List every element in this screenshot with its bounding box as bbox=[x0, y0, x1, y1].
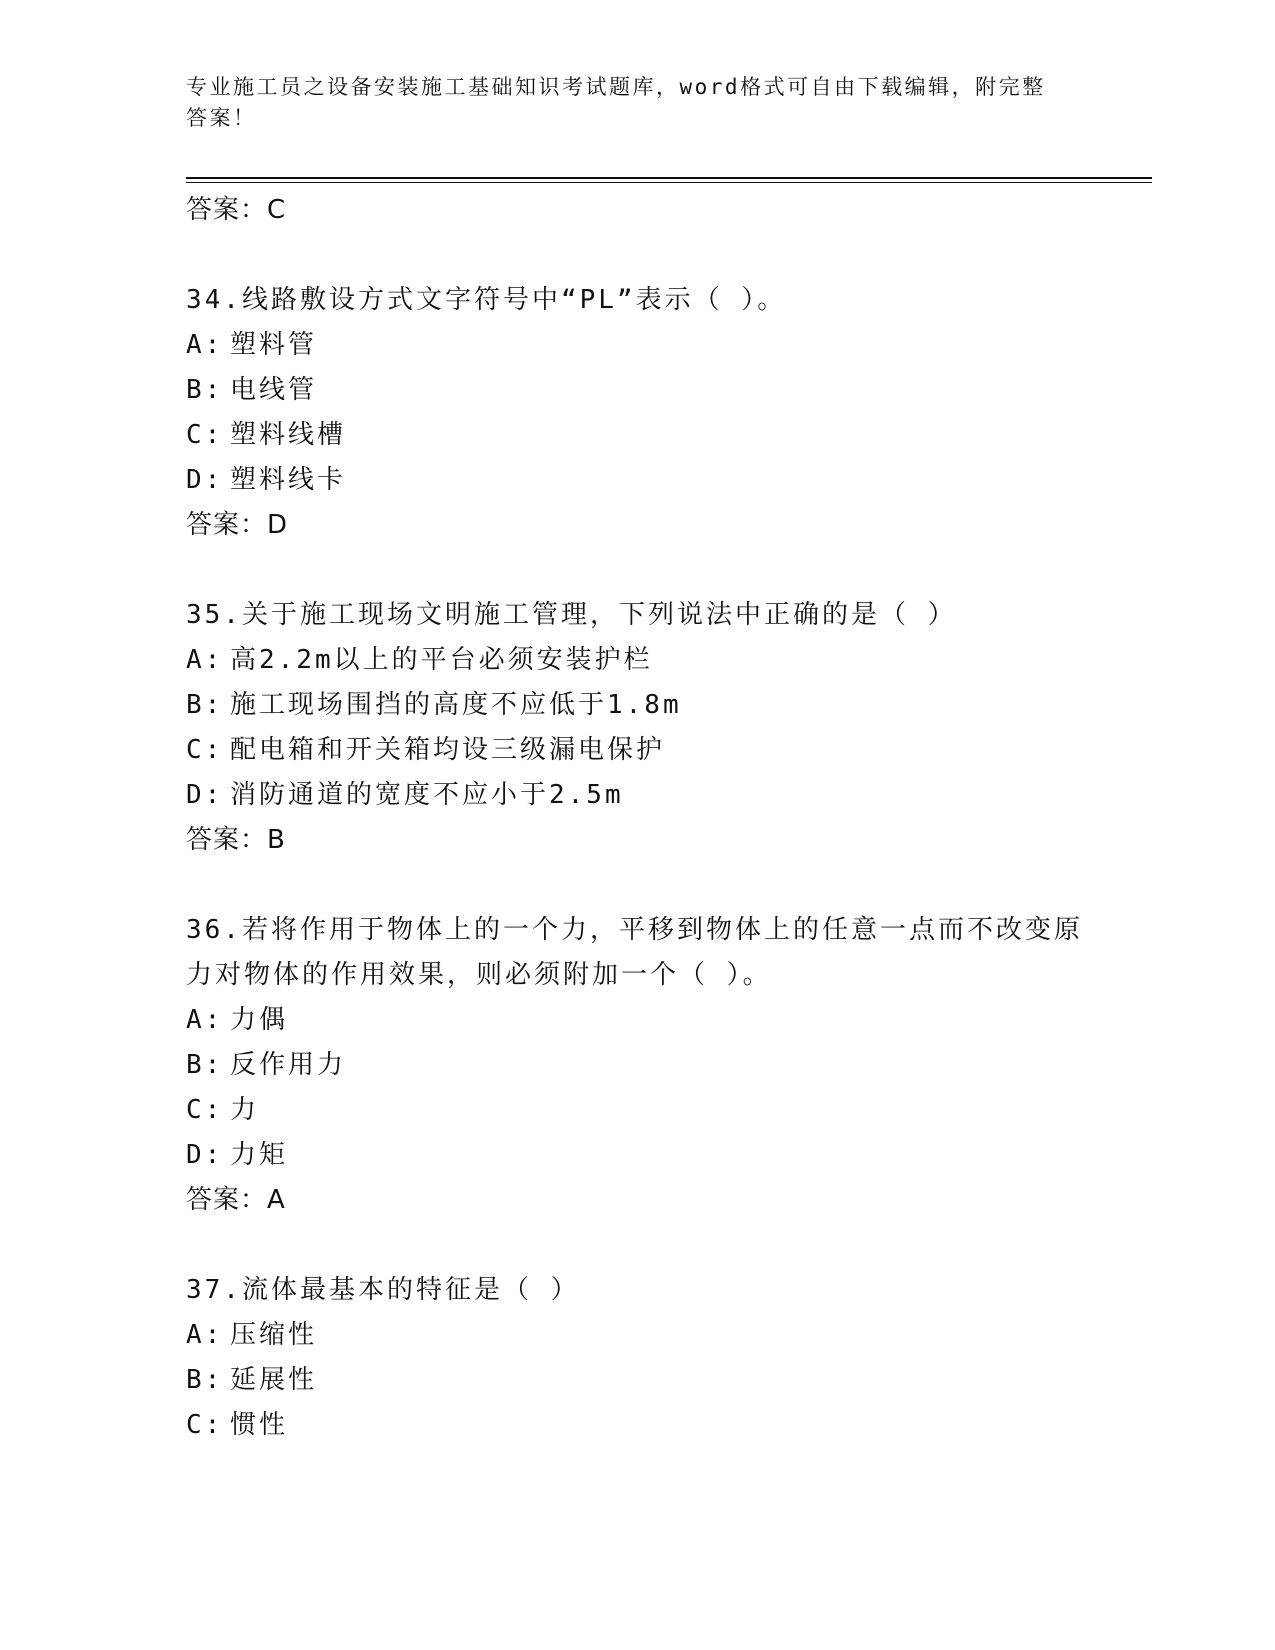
option-key: D: bbox=[186, 465, 224, 495]
question-35 bbox=[186, 593, 1152, 862]
option-text: 力偶 bbox=[230, 1005, 289, 1035]
answer-line: 答案：D bbox=[186, 510, 289, 540]
answer-line: 答案：A bbox=[186, 1185, 286, 1215]
option-key: D: bbox=[186, 780, 224, 810]
question-37 bbox=[186, 1268, 1152, 1448]
option-text: 配电箱和开关箱均设三级漏电保护 bbox=[230, 735, 666, 765]
option-a bbox=[186, 323, 1152, 368]
option-key: A: bbox=[186, 1320, 224, 1350]
option-key: A: bbox=[186, 645, 224, 675]
answer-line: 答案：B bbox=[186, 825, 286, 855]
question-text: 34.线路敷设方式文字符号中“PL”表示（ ）。 bbox=[186, 285, 787, 315]
question-text: 35.关于施工现场文明施工管理，下列说法中正确的是（ ） bbox=[186, 600, 957, 630]
option-d bbox=[186, 773, 1152, 818]
question-36 bbox=[186, 908, 1152, 1222]
option-text: 消防通道的宽度不应小于2.5m bbox=[230, 780, 624, 810]
option-text: 反作用力 bbox=[230, 1050, 347, 1080]
answer-line: 答案：C bbox=[186, 195, 287, 225]
header-divider-thick bbox=[186, 177, 1152, 179]
option-text: 高2.2m以上的平台必须安装护栏 bbox=[230, 645, 653, 675]
option-key: A: bbox=[186, 1005, 224, 1035]
question-list bbox=[186, 188, 1152, 1448]
option-c bbox=[186, 1403, 1152, 1448]
option-text: 施工现场围挡的高度不应低于1.8m bbox=[230, 690, 682, 720]
option-b bbox=[186, 368, 1152, 413]
option-b bbox=[186, 1043, 1152, 1088]
option-key: D: bbox=[186, 1140, 224, 1170]
option-text: 惯性 bbox=[230, 1410, 289, 1440]
option-key: B: bbox=[186, 375, 224, 405]
option-key: C: bbox=[186, 1410, 224, 1440]
option-key: C: bbox=[186, 420, 224, 450]
option-b bbox=[186, 683, 1152, 728]
option-a bbox=[186, 998, 1152, 1043]
option-b bbox=[186, 1358, 1152, 1403]
option-text: 延展性 bbox=[230, 1365, 318, 1395]
option-key: B: bbox=[186, 1365, 224, 1395]
option-key: C: bbox=[186, 735, 224, 765]
option-text: 塑料线卡 bbox=[230, 465, 347, 495]
option-a bbox=[186, 1313, 1152, 1358]
option-key: A: bbox=[186, 330, 224, 360]
option-text: 塑料管 bbox=[230, 330, 318, 360]
option-key: B: bbox=[186, 1050, 224, 1080]
option-c bbox=[186, 1088, 1152, 1133]
option-text: 力 bbox=[230, 1095, 260, 1125]
question-text: 36.若将作用于物体上的一个力，平移到物体上的任意一点而不改变原力对物体的作用效果，则必须附加一个（ ）。 bbox=[186, 915, 1083, 990]
option-text: 塑料线槽 bbox=[230, 420, 347, 450]
option-text: 力矩 bbox=[230, 1140, 289, 1170]
option-c bbox=[186, 413, 1152, 458]
question-text: 37.流体最基本的特征是（ ） bbox=[186, 1275, 580, 1305]
question-34 bbox=[186, 278, 1152, 547]
option-text: 电线管 bbox=[230, 375, 318, 405]
option-a bbox=[186, 638, 1152, 683]
option-key: B: bbox=[186, 690, 224, 720]
option-d bbox=[186, 1133, 1152, 1178]
header-divider-thin bbox=[186, 182, 1152, 183]
option-c bbox=[186, 728, 1152, 773]
page-header-title: 专业施工员之设备安装施工基础知识考试题库，word格式可自由下载编辑，附完整答案！ bbox=[186, 75, 1046, 130]
option-text: 压缩性 bbox=[230, 1320, 318, 1350]
option-d bbox=[186, 458, 1152, 503]
option-key: C: bbox=[186, 1095, 224, 1125]
